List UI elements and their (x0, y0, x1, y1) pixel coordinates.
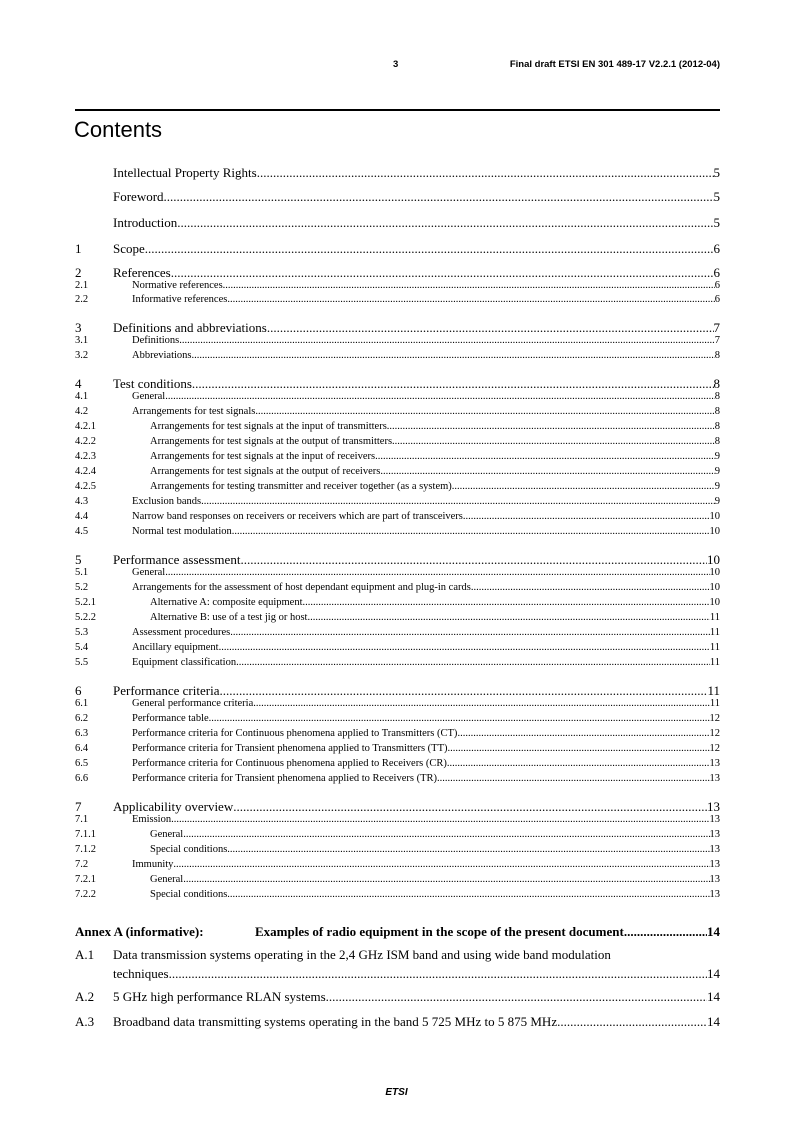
toc-entry-title: Abbreviations (132, 350, 192, 361)
toc-entry-title: Informative references (132, 294, 228, 305)
toc-leader-dots (230, 627, 710, 638)
toc-entry-title: Definitions (132, 335, 180, 346)
toc-leader-dots (326, 989, 707, 1005)
toc-leader-dots (183, 829, 709, 840)
toc-entry-page: 13 (709, 844, 720, 855)
toc-entry-page: 11 (709, 642, 720, 653)
toc-leader-dots (557, 1014, 707, 1030)
toc-entry-page: 7 (713, 320, 720, 335)
annex-item-title-cont: techniques (113, 966, 169, 981)
toc-entry-page: 9 (714, 451, 720, 462)
toc-entry-title: Equipment classification (132, 657, 237, 668)
toc-entry[interactable] (75, 627, 720, 638)
toc-entry[interactable] (75, 552, 720, 568)
toc-leader-dots (387, 421, 715, 432)
toc-entry[interactable] (75, 773, 720, 784)
toc-entry-title: Scope (113, 241, 145, 256)
toc-entry-title: Narrow band responses on receivers or receivers which are part of transceivers (132, 511, 463, 522)
toc-entry-title: Arrangements for test signals at the input of receivers (150, 451, 376, 462)
contents-heading: Contents (74, 117, 163, 142)
toc-entry-title: Foreword (113, 189, 164, 204)
toc-entry-number: 5.2.2 (75, 612, 96, 623)
toc-entry[interactable] (75, 874, 720, 885)
toc-entry-page: 6 (713, 241, 720, 256)
toc-entry-number: 6.3 (75, 728, 89, 739)
toc-entry-number: A.3 (75, 1014, 95, 1029)
toc-entry-title: Normative references (132, 280, 223, 291)
toc-entry-page: 10 (709, 567, 720, 578)
toc-entry-title: General performance criteria (132, 698, 254, 709)
toc-entry-number: 7 (75, 799, 82, 814)
toc-entry-title: Performance criteria for Transient phenomena applied to Transmitters (TT) (132, 743, 448, 754)
toc-entry-page: 13 (709, 758, 720, 769)
toc-leader-dots (437, 773, 710, 784)
toc-entry-number: A.2 (75, 989, 95, 1004)
toc-entry-title: Normal test modulation (132, 526, 232, 537)
toc-entry-title: Ancillary equipment (132, 642, 219, 653)
toc-entry-title: Applicability overview (113, 799, 234, 814)
toc-entry-number: 2.2 (75, 294, 89, 305)
toc-entry-number: 4.5 (75, 526, 89, 537)
toc-entry-number: 4.1 (75, 391, 89, 402)
toc-entry-number: 6.5 (75, 758, 89, 769)
toc-entry-page: 5 (713, 215, 720, 230)
toc-entry-title: References (113, 265, 171, 280)
toc-entry-title: Performance criteria for Transient phenomena applied to Receivers (TR) (132, 773, 437, 784)
toc-entry[interactable] (75, 189, 720, 205)
toc-leader-dots (232, 526, 710, 537)
toc-entry-page: 8 (714, 421, 720, 432)
toc-entry-number: 4.2.2 (75, 436, 96, 447)
toc-leader-dots (375, 451, 715, 462)
toc-entry-number: 1 (75, 241, 82, 256)
toc-entry-page: 12 (709, 728, 720, 739)
toc-entry-number: 6.4 (75, 743, 89, 754)
toc-entry-number: 5.5 (75, 657, 89, 668)
toc-entry-title: Introduction (113, 215, 178, 230)
toc-leader-dots (457, 728, 709, 739)
toc-entry-title: Alternative A: composite equipment (150, 597, 303, 608)
toc-entry[interactable] (75, 728, 720, 739)
toc-entry-number: 4.2.3 (75, 451, 96, 462)
toc-entry-page: 8 (714, 350, 720, 361)
toc-entry-page: 11 (709, 627, 720, 638)
toc-leader-dots (201, 496, 715, 507)
toc-entry[interactable] (75, 335, 720, 346)
header-rule (75, 109, 720, 111)
toc-entry-title: Intellectual Property Rights (113, 165, 257, 180)
toc-entry-title: Arrangements for testing transmitter and receiver together (as a system) (150, 481, 452, 492)
toc-entry-number: 7.1.1 (75, 829, 96, 840)
toc-entry-title: Assessment procedures (132, 627, 231, 638)
toc-leader-dots (183, 874, 709, 885)
toc-entry-title: Arrangements for test signals at the output of transmitters (150, 436, 393, 447)
toc-entry[interactable] (75, 241, 720, 257)
toc-entry[interactable] (75, 758, 720, 769)
toc-entry-number: 5.3 (75, 627, 89, 638)
toc-entry-page: 11 (709, 612, 720, 623)
toc-entry-page: 11 (709, 698, 720, 709)
toc-entry-page: 14 (707, 1014, 720, 1029)
toc-entry[interactable] (75, 657, 720, 668)
annex-title: Examples of radio equipment in the scope of the present document (255, 924, 624, 939)
toc-leader-dots (307, 612, 709, 623)
toc-entry-number: 2.1 (75, 280, 89, 291)
annex-label: Annex A (informative): (75, 924, 204, 939)
toc-leader-dots (303, 597, 710, 608)
annex-item-number: A.1 (75, 947, 95, 962)
toc-entry-page: 9 (714, 496, 720, 507)
toc-entry-title: Arrangements for the assessment of host dependant equipment and plug-in cards (132, 582, 471, 593)
toc-entry[interactable] (75, 698, 720, 709)
toc-entry-title: Performance criteria for Continuous phenomena applied to Transmitters (CT) (132, 728, 458, 739)
toc-entry-page: 13 (709, 859, 720, 870)
toc-entry-number: 7.2.1 (75, 874, 96, 885)
toc-leader-dots (380, 466, 714, 477)
toc-entry-page: 13 (707, 799, 720, 814)
toc-entry-page: 11 (709, 657, 720, 668)
toc-entry[interactable] (75, 265, 720, 281)
toc-entry[interactable] (75, 989, 720, 1005)
toc-entry[interactable] (75, 582, 720, 593)
toc-leader-dots (452, 481, 715, 492)
toc-entry-number: 6.6 (75, 773, 89, 784)
toc-entry-page: 6 (713, 265, 720, 280)
toc-entry-page: 10 (709, 582, 720, 593)
toc-leader-dots (236, 657, 710, 668)
toc-entry-number: 7.2 (75, 859, 89, 870)
annex-page: 14 (707, 924, 720, 939)
document-title: Final draft ETSI EN 301 489-17 V2.2.1 (2012-04) (509, 59, 720, 70)
annex-item-page: 14 (707, 966, 720, 981)
toc-entry-title: Broadband data transmitting systems operating in the band 5 725 MHz to 5 875 MHz (113, 1014, 558, 1029)
toc-entry-page: 10 (709, 526, 720, 537)
toc-entry-number: 6.1 (75, 698, 89, 709)
toc-entry-number: 5.2 (75, 582, 89, 593)
toc-entry-title: 5 GHz high performance RLAN systems (113, 989, 326, 1004)
toc-entry[interactable] (75, 526, 720, 537)
toc-entry-number: 4.2.1 (75, 421, 96, 432)
toc-entry[interactable] (75, 829, 720, 840)
toc-entry-page: 8 (714, 436, 720, 447)
toc-entry-title: Performance criteria (113, 683, 220, 698)
toc-leader-dots (165, 567, 709, 578)
toc-entry[interactable] (75, 294, 720, 305)
toc-entry-number: 4 (75, 376, 82, 391)
toc-entry-page: 8 (714, 391, 720, 402)
toc-leader-dots (267, 320, 714, 336)
toc-leader-dots (392, 436, 715, 447)
toc-entry[interactable] (75, 391, 720, 402)
toc-entry-number: 3 (75, 320, 82, 335)
toc-entry[interactable] (75, 165, 720, 181)
toc-entry-title: Arrangements for test signals at the output of receivers (150, 466, 381, 477)
toc-entry-title: Immunity (132, 859, 174, 870)
toc-entry-number: 5 (75, 552, 82, 567)
toc-entry[interactable] (75, 597, 720, 608)
toc-entry[interactable] (75, 844, 720, 855)
toc-entry[interactable] (75, 376, 720, 392)
toc-leader-dots (177, 215, 713, 231)
toc-leader-dots (624, 924, 707, 940)
toc-entry[interactable] (75, 814, 720, 825)
toc-leader-dots (192, 350, 715, 361)
toc-entry[interactable] (75, 511, 720, 522)
toc-entry-title: Alternative B: use of a test jig or host (150, 612, 308, 623)
toc-entry[interactable] (75, 350, 720, 361)
toc-entry-page: 8 (713, 376, 720, 391)
toc-entry-number: 4.4 (75, 511, 89, 522)
toc-entry[interactable] (75, 436, 720, 447)
page-number: 3 (393, 59, 399, 70)
toc-entry-title: Performance assessment (113, 552, 241, 567)
toc-entry-page: 14 (707, 989, 720, 1004)
toc-entry[interactable] (75, 320, 720, 336)
toc-entry-page: 13 (709, 829, 720, 840)
toc-entry-number: 4.2.5 (75, 481, 96, 492)
toc-entry-page: 9 (714, 481, 720, 492)
toc-entry-title: Definitions and abbreviations (113, 320, 267, 335)
toc-entry-page: 13 (709, 889, 720, 900)
toc-entry-number: 7.1.2 (75, 844, 96, 855)
toc-entry-page: 13 (709, 874, 720, 885)
toc-entry-title: Special conditions (150, 844, 228, 855)
annex-item-title: Data transmission systems operating in the 2,4 GHz ISM band and using wide band modulation (113, 947, 611, 962)
toc-entry[interactable] (75, 496, 720, 507)
toc-entry-number: 4.3 (75, 496, 89, 507)
toc-leader-dots (233, 799, 707, 815)
toc-leader-dots (209, 713, 710, 724)
toc-entry-number: 5.1 (75, 567, 89, 578)
toc-entry[interactable] (75, 421, 720, 432)
toc-entry-page: 7 (714, 335, 720, 346)
toc-entry-title: Performance criteria for Continuous phenomena applied to Receivers (CR) (132, 758, 447, 769)
toc-leader-dots (164, 189, 714, 205)
toc-leader-dots (227, 294, 714, 305)
toc-leader-dots (257, 165, 714, 181)
toc-leader-dots (240, 552, 707, 568)
toc-entry-number: 3.2 (75, 350, 89, 361)
toc-entry-page: 10 (709, 597, 720, 608)
footer-etsi: ETSI (385, 1087, 408, 1098)
toc-entry[interactable] (75, 683, 720, 699)
toc-leader-dots (219, 642, 710, 653)
annex-heading[interactable] (75, 924, 720, 940)
toc-entry-number: 6.2 (75, 713, 89, 724)
toc-entry[interactable] (75, 642, 720, 653)
toc-entry-title: General (150, 829, 184, 840)
toc-leader-dots (255, 406, 714, 417)
toc-entry[interactable] (75, 466, 720, 477)
toc-entry-number: 3.1 (75, 335, 89, 346)
toc-entry-page: 13 (709, 814, 720, 825)
toc-entry-number: 6 (75, 683, 82, 698)
toc-leader-dots (169, 966, 707, 982)
toc-leader-dots (448, 743, 710, 754)
toc-entry-number: 4.2.4 (75, 466, 96, 477)
toc-entry-title: Arrangements for test signals (132, 406, 256, 417)
toc-entry[interactable] (75, 889, 720, 900)
toc-entry-page: 13 (709, 773, 720, 784)
toc-entry-page: 11 (707, 683, 720, 698)
toc-entry-title: General (132, 567, 166, 578)
toc-entry-number: 2 (75, 265, 82, 280)
toc-leader-dots (223, 280, 715, 291)
toc-leader-dots (447, 758, 710, 769)
toc-entry-title: Emission (132, 814, 172, 825)
toc-entry-title: General (132, 391, 166, 402)
toc-entry[interactable] (75, 713, 720, 724)
toc-leader-dots (227, 889, 709, 900)
toc-leader-dots (227, 844, 709, 855)
toc-entry-page: 6 (714, 294, 720, 305)
toc-leader-dots (165, 391, 715, 402)
toc-entry[interactable] (75, 481, 720, 492)
toc-leader-dots (171, 265, 714, 281)
toc-entry[interactable] (75, 859, 720, 870)
toc-entry-page: 5 (713, 165, 720, 180)
toc-entry-page: 8 (714, 406, 720, 417)
toc-entry-number: 5.2.1 (75, 597, 96, 608)
annex-item[interactable] (75, 947, 720, 982)
toc-entry-page: 12 (709, 743, 720, 754)
toc-entry-title: Performance table (132, 713, 209, 724)
toc-leader-dots (179, 335, 715, 346)
toc-entry[interactable] (75, 280, 720, 291)
toc-leader-dots (471, 582, 710, 593)
toc-leader-dots (253, 698, 710, 709)
toc-entry-title: Arrangements for test signals at the input of transmitters (150, 421, 387, 432)
toc-entry-page: 9 (714, 466, 720, 477)
toc-entry-page: 12 (709, 713, 720, 724)
toc-leader-dots (463, 511, 710, 522)
toc-entry-title: Test conditions (113, 376, 192, 391)
toc-entry-page: 6 (714, 280, 720, 291)
toc-leader-dots (145, 241, 714, 257)
toc-entry-number: 7.1 (75, 814, 89, 825)
toc-entry[interactable] (75, 406, 720, 417)
toc-entry-page: 10 (709, 511, 720, 522)
toc-leader-dots (219, 683, 707, 699)
toc-entry[interactable] (75, 1014, 720, 1030)
toc-entry-number: 4.2 (75, 406, 89, 417)
toc-entry[interactable] (75, 743, 720, 754)
toc-entry-page: 5 (713, 189, 720, 204)
toc-leader-dots (192, 376, 714, 392)
toc-leader-dots (173, 859, 709, 870)
toc-entry-number: 7.2.2 (75, 889, 96, 900)
toc-entry-title: Exclusion bands (132, 496, 202, 507)
page-header (0, 59, 793, 73)
toc-entry-page: 10 (707, 552, 720, 567)
toc-leader-dots (171, 814, 709, 825)
toc-entry-title: General (150, 874, 184, 885)
toc-entry[interactable] (75, 567, 720, 578)
toc-entry[interactable] (75, 451, 720, 462)
toc-entry[interactable] (75, 799, 720, 815)
toc-entry[interactable] (75, 215, 720, 231)
toc-entry[interactable] (75, 612, 720, 623)
toc-entry-number: 5.4 (75, 642, 89, 653)
toc-entry-title: Special conditions (150, 889, 228, 900)
